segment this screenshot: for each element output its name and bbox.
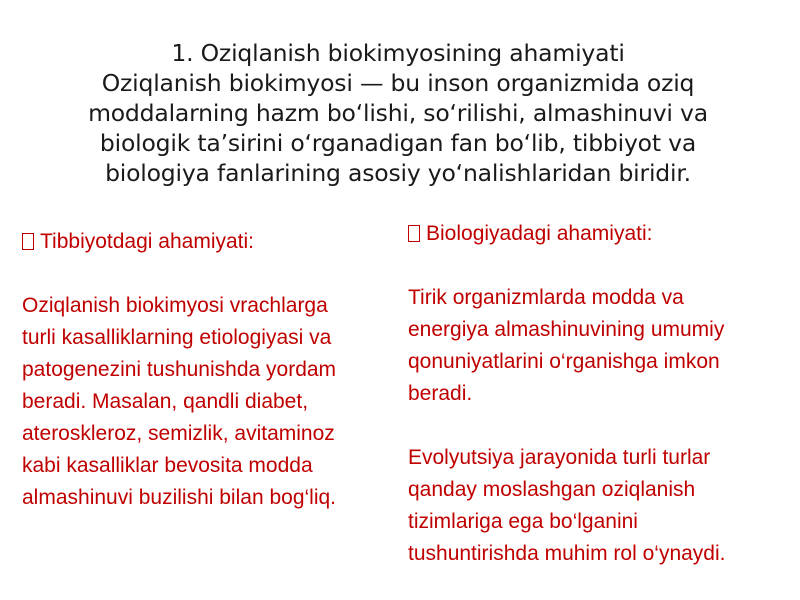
spacer bbox=[22, 258, 402, 290]
biology-heading-row bbox=[408, 218, 793, 250]
evolution-text-line: tizimlariga ega bo‘lganini bbox=[408, 510, 638, 533]
medicine-text-line: Oziqlanish biokimyosi vrachlarga bbox=[22, 294, 328, 317]
evolution-text-line: Evolyutsiya jarayonida turli turlar bbox=[408, 446, 711, 469]
missing-glyph-box-icon bbox=[408, 225, 420, 242]
medicine-text-line: patogenezini tushunishda yordam bbox=[22, 358, 337, 381]
intro-line-2: moddalarning hazm bo‘lishi, so‘rilishi, almashinuvi va bbox=[88, 99, 708, 127]
intro-line-4: biologiya fanlarining asosiy yo‘nalishlaridan biridir. bbox=[105, 159, 691, 187]
slide-title-block bbox=[30, 38, 766, 188]
medicine-text-line: beradi. Masalan, qandli diabet, bbox=[22, 390, 309, 413]
biology-text-line: qonuniyatlarini o‘rganishga imkon bbox=[408, 350, 720, 373]
medicine-text-line: kabi kasalliklar bevosita modda bbox=[22, 454, 313, 477]
evolution-text-line: qanday moslashgan oziqlanish bbox=[408, 478, 696, 501]
missing-glyph-box-icon bbox=[22, 233, 34, 250]
biology-column bbox=[408, 218, 793, 570]
slide-title: 1. Oziqlanish biokimyosining ahamiyati bbox=[171, 39, 625, 67]
medicine-text-line: almashinuvi buzilishi bilan bog‘liq. bbox=[22, 486, 337, 509]
spacer bbox=[408, 250, 793, 282]
medicine-text-line: turli kasalliklarning etiologiyasi va bbox=[22, 326, 332, 349]
biology-text-line: Tirik organizmlarda modda va bbox=[408, 286, 684, 309]
spacer bbox=[408, 410, 793, 442]
intro-line-3: biologik ta’sirini o‘rganadigan fan bo‘lib, tibbiyot va bbox=[99, 129, 697, 157]
biology-text-line: energiya almashinuvining umumiy bbox=[408, 318, 725, 341]
medicine-heading: Tibbiyotdagi ahamiyati: bbox=[40, 230, 254, 253]
biology-heading: Biologiyadagi ahamiyati: bbox=[426, 222, 653, 245]
intro-line-1: Oziqlanish biokimyosi — bu inson organizmida oziq bbox=[101, 69, 695, 97]
medicine-heading-row bbox=[22, 226, 402, 258]
medicine-column bbox=[22, 226, 402, 514]
biology-text-line: beradi. bbox=[408, 382, 473, 405]
medicine-text-line: ateroskleroz, semizlik, avitaminoz bbox=[22, 422, 335, 445]
evolution-text-line: tushuntirishda muhim rol o‘ynaydi. bbox=[408, 542, 726, 565]
